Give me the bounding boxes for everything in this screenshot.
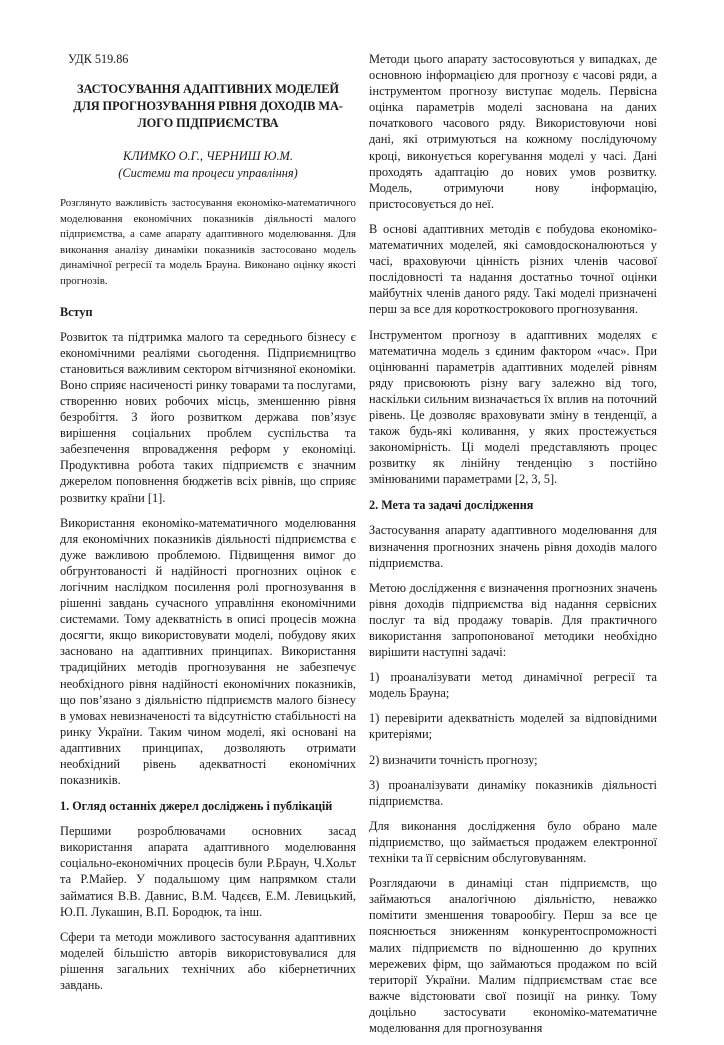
task-item: 1) перевірити адекватність моделей за відповідними критеріями; bbox=[369, 711, 657, 742]
paragraph: Для виконання дослідження було обрано мале підприємство, що займається продажем електронної техніки та її сервісним обслуговуванням. bbox=[369, 818, 657, 866]
paragraph: Інструментом прогнозу в адаптивних моделях є математична модель з єдиним фактором «час». При оцінюванні параметрів адаптивних моделей рівням ряду присвоюють різну вагу залежно від того, наскільки сильним визначається їх вплив на поточний рівень. Це дозволяє враховувати зміну в тенденції, а також будь-які коливання, у яких простежується закономірність. Ці моделі представляють процес розвитку як лінійну тенденцію з постійно змінюваними параметрами [2, 3, 5]. bbox=[369, 327, 657, 487]
paragraph: Використання економіко-математичного моделювання для економічних показників діяльності підприємства є дуже важливою проблемою. Підвищення вимог до обгрунтованості й надійності прогнозних оцінок є логічним наслідком посилення ролі прогнозування в рішенні завдань сучасного управління економічними системами. Тому адекватність в описі процесів можна досягти, якщо використовувати моделі, побудову яких засновано на адаптивних принципах. Використання традиційних методів прогнозування не забезпечує необхідного рівня надійності економічних показників, що пов’язано з діяльністю підприємств малого бізнесу в умовах невизначеності та відсутністю стабільності на ринку України. Таким чином моделі, які основані на адаптивних принципах, дозволяють отримати необхідний рівень адекватності економічних показників. bbox=[60, 515, 356, 788]
title-line: ЗАСТОСУВАННЯ АДАПТИВНИХ МОДЕЛЕЙ bbox=[77, 82, 339, 96]
task-item: 1) проаналізувати метод динамічної регресії та модель Брауна; bbox=[369, 670, 657, 701]
paragraph: Застосування апарату адаптивного моделювання для визначення прогнозних значень рівня доходів малого підприємства. bbox=[369, 523, 657, 570]
section-heading-goals: 2. Мета та задачі дослідження bbox=[369, 498, 534, 513]
right-column bbox=[369, 51, 657, 1045]
title-line: ЛОГО ПІДПРИЄМСТВА bbox=[137, 116, 279, 130]
paragraph: В основі адаптивних методів є побудова економіко-математичних моделей, які самовдосконалюються у часі, враховуючи цінність різних членів часової послідовності та надання достатньо точної оцінки майбутніх членів даного ряду. Такі моделі призначені перш за все для короткострокового прогнозування. bbox=[369, 221, 657, 317]
paragraph: Першими розроблювачами основних засад використання апарата адаптивного моделювання соціально-економічних процесів були Р.Браун, Ч.Хольт та Р.Майер. У подальшому цим напрямком стали займатися В.В. Давнис, В.М. Чадєєв, Е.М. Левицький, Ю.П. Лукашин, В.П. Бородюк, та інш. bbox=[60, 824, 356, 919]
abstract: Розглянуто важливість застосування економіко-математичного моделювання економічних показників діяльності малого підприємства, а саме апарату адаптивного моделювання. Для виконання аналізу динаміки показників застосовано модель динамічної регресії та модель Брауна. Виконано оцінку якості прогнозів. bbox=[60, 197, 356, 287]
paragraph: Розглядаючи в динаміці стан підприємств, що займаються аналогічною діяльністю, неважко помітити зменшення товарообігу. Перш за все це пояснюється зниженням конкурентоспроможності малих підприємств по відношенню до крупних мережевих фірм, що займаються продажом по всій території України. Малим підприємствам стає все важче відстоювати свої позиції на ринку. Тому доцільно застосувати економіко-математичне моделювання для прогнозування bbox=[369, 876, 657, 1035]
paper-title bbox=[60, 81, 356, 132]
title-line: ДЛЯ ПРОГНОЗУВАННЯ РІВНЯ ДОХОДІВ МА- bbox=[73, 99, 343, 113]
authors: КЛИМКО О.Г., ЧЕРНИШ Ю.М. bbox=[123, 149, 293, 163]
paragraph: Метою дослідження є визначення прогнозних значень рівня доходів підприємства від надання сервісних послуг та від продажу товарів. Для практичного використання запропонованої методики необхідно вирішити наступні задачі: bbox=[369, 580, 657, 660]
paragraph: Сфери та методи можливого застосування адаптивних моделей більшістю авторів використовувалися для рішення загальних технічних або кібернетичних завдань. bbox=[60, 929, 356, 993]
task-item: 3) проаналізувати динаміку показників діяльності підприємства. bbox=[369, 777, 657, 808]
paragraph: Розвиток та підтримка малого та середнього бізнесу є економічними реаліями сьогодення. Підприємництво становиться важливим сектором вітчизняної економіки. Воно сприяє насиченості ринку товарами та послугами, створенню нових робочих місць, зменшенню рівня безробіття. З його розвитком держава пов’язує вирішення соціальних проблем суспільства та забезпечення впровадження реформ у економіці. Продуктивна робота таких підприємств є значним джерелом поповнення бюджетів всіх рівнів, що сприяє розвитку країни [1]. bbox=[60, 329, 356, 505]
affiliation: (Системи та процеси управління) bbox=[118, 166, 298, 180]
left-column bbox=[60, 51, 356, 1002]
udk-code: УДК 519.86 bbox=[68, 52, 129, 66]
section-heading-review: 1. Огляд останніх джерел досліджень і публікацій bbox=[60, 799, 333, 814]
section-heading-intro: Вступ bbox=[60, 304, 93, 319]
task-item: 2) визначити точність прогнозу; bbox=[369, 752, 538, 767]
paragraph: Методи цього апарату застосовуються у випадках, де основною інформацією для прогнозу є часові ряди, а інструментом прогнозу виступає модель. Первісна оцінка параметрів моделі заснована на даних початкового часового ряду. Використовуючи нові дані, які отримуються на кожному послідуючому кроці, виконується корегування моделі у часі. Дані проходять адаптацію до нових умов розвитку. Модель, отримуючи нову інформацію, пристосовується до неї. bbox=[369, 52, 657, 211]
